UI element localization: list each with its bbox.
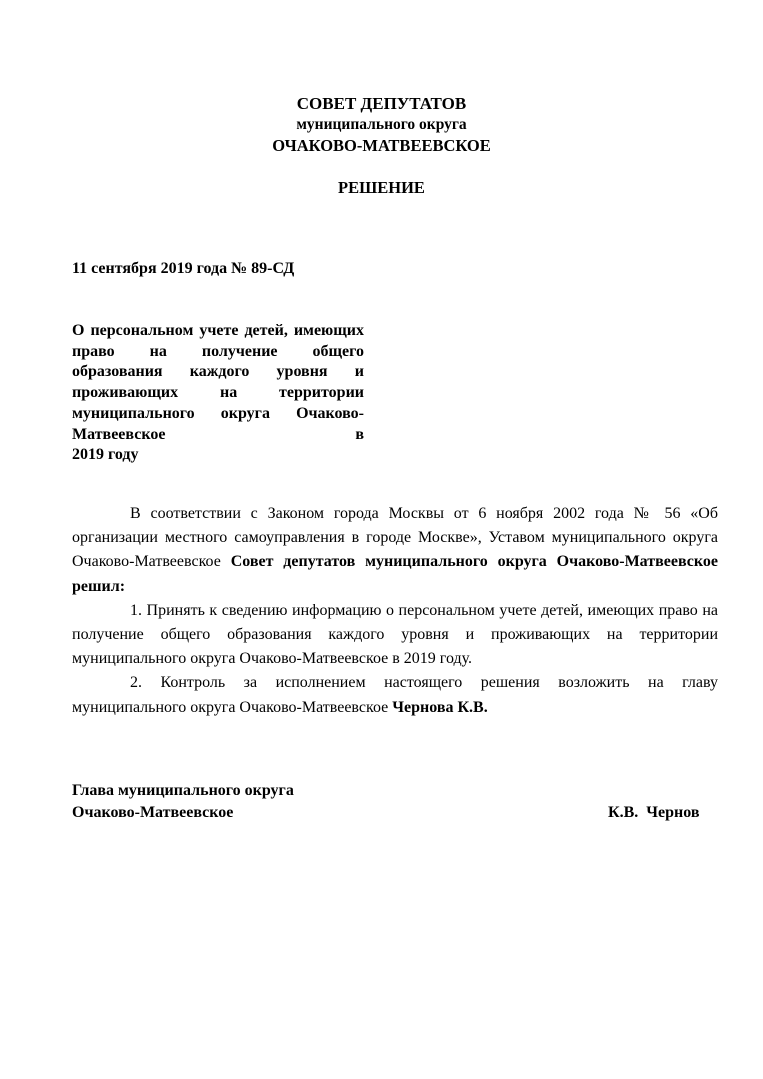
decision-date-number: 11 сентября 2019 года № 89-СД (72, 260, 295, 277)
clause-1: 1. Принять к сведению информацию о персональном учете детей, имеющих право на получение общего образования каждого уровня и проживающих на территории муниципального округа Очаково-Матвеевское в 2019 году. (72, 601, 718, 668)
subject-text: О персональном учете детей, имеющих право на получение общего образования каждого уровня и проживающих на территории муниципального округа Очаково-Матвеевское в (72, 322, 364, 443)
signature-name: К.В. Чернов (608, 804, 700, 821)
decision-body (72, 502, 718, 720)
district-name: ОЧАКОВО-МАТВЕЕВСКОЕ (272, 136, 491, 155)
signature-title (72, 780, 294, 824)
preamble-resolution: Совет депутатов муниципального округа Очаково-Матвеевское решил: (72, 553, 719, 595)
clause-2-name: Чернова К.В. (392, 698, 488, 716)
signature-title-line1: Глава муниципального округа (72, 782, 294, 799)
preamble-paragraph (72, 502, 718, 599)
clause-2 (72, 671, 718, 719)
signature-title-line2: Очаково-Матвеевское (72, 804, 234, 821)
council-subtitle: муниципального округа (296, 116, 467, 133)
preamble-text: В соответствии с Законом города Москвы от 6 ноября 2002 года № 56 «Об организации местного самоуправления в городе Москве», Уставом муниципального округа Очаково-Матвеевское (72, 505, 718, 571)
council-title: СОВЕТ ДЕПУТАТОВ (296, 94, 467, 113)
clause-2-text: 2. Контроль за исполнением настоящего решения возложить на главу муниципального округа Очаково-Матвеевское (72, 674, 718, 716)
subject-last-line: 2019 году (72, 446, 139, 464)
decision-subject (72, 321, 364, 466)
document-type: РЕШЕНИЕ (338, 178, 425, 197)
